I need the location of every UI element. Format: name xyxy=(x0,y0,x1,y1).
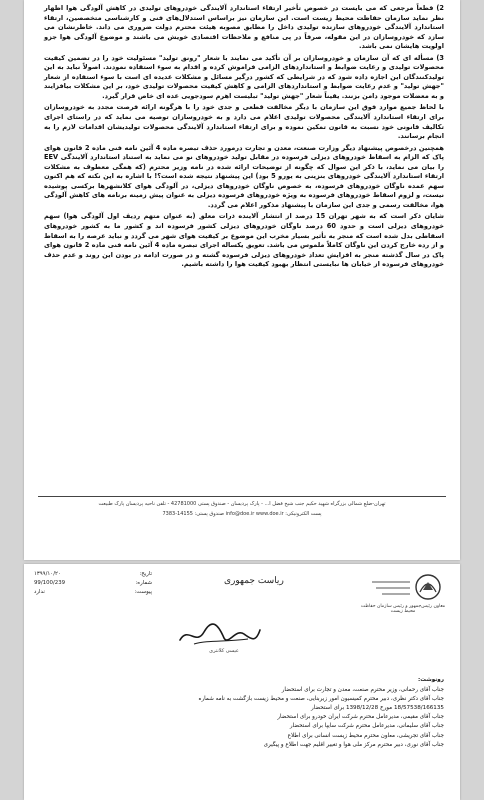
footer-contact: پست الکترونیکی: info@doe.ir www.doe.ir صندوق پستی: 14155-7383 xyxy=(162,511,322,517)
cc-line: جناب آقای سلیمانی، مدیرعامل محترم شرکت سایپا برای استحضار xyxy=(289,723,444,730)
letter-body xyxy=(44,4,444,272)
signature-icon xyxy=(174,620,264,650)
paragraph: 3) مسأله ای که آن سازمان و خودروسازان بر آن تأکید می نمایند با شعار "رونق تولید" مسئولیت خود را در تضمین کیفیت محصولات تولیدی و رعایت ضوابط و استانداردهای الزامی فراموش کرده و اقدام به سوء استفاده نمودند. اصولاً نباید به این تولیدکنندگان این اجازه داده شود که در شرایطی که کشور درگیر مسائل و مشکلات عدیده ای است با سوء استفاده از شعار "جهش تولید" و عدم رعایت ضوابط و استانداردهای الزامی و کاهش کیفیت محصولات تولیدی خود، بر این مشکلات بیافزایند و به معضلات موجود دامن بزنند. یقیناً شعار "جهش تولید" تبلیست اهرم سودجویی عده ای خاص قرار گیرد. xyxy=(44,53,444,100)
logo-caption: معاون رئیس‌جمهور و رئیس سازمان حفاظت محیط زیست xyxy=(360,604,446,614)
letter-page-2 xyxy=(24,564,460,800)
signer-name: عیسی کلانتری xyxy=(209,648,239,654)
cc-heading: رونوشت: xyxy=(418,677,444,683)
meta-value: ۱۳۹۹/۱۰/۲۰ xyxy=(34,571,61,577)
paragraph: 2) قطعاً مرجعی که می بایست در خصوص تأخیر ارتقاء استاندارد آلایندگی خودروهای تولیدی در کاهش آلودگی هوا اظهار نظر نماید سازمان حفاظت محیط زیست است. این سازمان نیز براساس استدلال‌های فنی و کارشناسی متخصصین، ارتقاء استاندارد آلایندگی خودروهای سازنده تولیدی داخل را مطابق مصوبه هیئت محترم دولت ضروری می داند. خاطرنشان می سازد که خودروسازان در این مقوله، صرفاً در پی منافع و ملاحظات اقتصادی خویش می باشند و موضوع آلودگی هوا جزو اولویت هایشان نمی باشد. xyxy=(44,4,444,51)
cc-line: جناب آقای نوری، دبیر محترم مرکز ملی هوا و تغییر اقلیم جهت اطلاع و پیگیری xyxy=(263,741,444,748)
footer-address: تهران-ضلع شمالی بزرگراه شهید حکیم جنب شیخ فضل ا... - پارک پردیسان - صندوق پستی 42781000 - تلفن ناحیه پردیسان پارک طبیعت xyxy=(98,501,386,507)
meta-number xyxy=(34,579,152,588)
meta-label: پیوست: xyxy=(134,589,152,595)
doe-logo-icon xyxy=(366,570,446,604)
meta-value: ندارد xyxy=(34,589,45,595)
meta-value: 99/100/239 xyxy=(34,580,66,586)
paragraph: با لحاظ جمیع موارد فوق این سازمان با دیگر مخالفت قطعی و جدی خود را با هرگونه ارائه فرصت مجدد به خودروسازان برای ارتقاء استاندارد آلایندگی محصولات تولیدی اعلام می دارد و به خودروسازان توصیه می نماید که در راستای اجرای تکالیف قانونی خود نسبت به قانون تمکین نموده و برای ارتقاء استاندارد آلایندگی محصولات تولیدیشان اقدامات لازم را به انجام برسانند. xyxy=(44,103,444,141)
org-title: ریاست جمهوری xyxy=(224,576,284,586)
meta-label: تاریخ: xyxy=(139,571,152,577)
letter-meta xyxy=(34,570,152,597)
meta-attachment xyxy=(34,588,152,597)
cc-list xyxy=(64,676,444,750)
paragraph: شایان ذکر است که به شهر تهران 15 درصد از انتشار آلاینده ذرات معلق (به عنوان متهم ردیف اول آلودگی هوا) سهم خودروهای دیزلی است و حدود 60 درصد ناوگان خودروهای دیزلی کشور فرسوده اند و کشور ما به کشور خودروهای اسقاطی بدل شده است که منجر به تأثیر بسیار مخرب این موضوع بر کیفیت هوای شهر می گردد و نباید عرصه را به اسقاط و از رده خارج کردن این ناوگان کاملاً ملموس می باشد. تعویق یکساله اجرای تبصره ماده 4 آئین نامه فنی ماده 2 قانون هوای پاک در سال گذشته منجر به افزایش تعداد خودروهای دیزلی فرسوده گشته و در صورت ادامه در بودن این روند و عدم حذف خودروهای فرسوده از خیابان ها نبایستی انتظار بهبود کیفیت هوا را داشته باشیم. xyxy=(44,212,445,269)
letter-page-1 xyxy=(24,0,460,560)
meta-label: شماره: xyxy=(135,580,152,586)
footer-divider xyxy=(38,496,446,497)
meta-date xyxy=(34,570,152,579)
paragraph: همچنین درخصوص پیشنهاد دیگر وزارت صنعت، معدن و تجارت درمورد حذف تبصره ماده 4 آئین نامه فنی ماده 2 قانون هوای پاک که الزام به اسقاط خودروهای دیزلی فرسوده در مقابل تولید خودروهای نو می نماید به استناد استاندارد آلایندگی EEV را بیان می نماید، با ذکر این سوال که چگونه از توضیحات ارائه شده در نامه وزیر محترم (که همگی معطوف به مشکلات ارتقاء استاندارد آلایندگی خودروهای بنزینی به یورو 5 بود) این پیشنهاد نتیجه شده است؟! با اشاره به این نکته که هم اکنون سهم عمده ناوگان خودروهای فرسوده، به خصوص ناوگان خودروهای دیزلی، در آلودگی هوای کلانشهرها برکسی پوشیده نیست، و لزوم اسقاط خودروهای فرسوده به ویژه خودروهای فرسوده دیزلی به عنوان پیش زمینه برنامه های کاهش آلودگی هوا، مخالفت رسمی و جدی این سازمان با پیشنهاد مذکور اعلام می گردد. xyxy=(44,143,444,209)
cc-line: جناب آقای رحمانی، وزیر محترم صنعت، معدن و تجارت برای استحضار xyxy=(281,687,444,694)
cc-line: جناب آقای دکتر نظری، دبیر محترم کمیسیون امور زیربنایی، صنعت و محیط زیست بازگشت به نامه شماره xyxy=(198,696,444,703)
cc-line: 18/57538/166135 مورخ 1398/12/28 برای استحضار xyxy=(311,705,444,712)
cc-line: جناب آقای تجریشی، معاون محترم محیط زیست انسانی برای اطلاع xyxy=(287,732,444,739)
cc-line: جناب آقای مقیمی، مدیرعامل محترم شرکت ایران خودرو برای استحضار xyxy=(277,714,444,721)
